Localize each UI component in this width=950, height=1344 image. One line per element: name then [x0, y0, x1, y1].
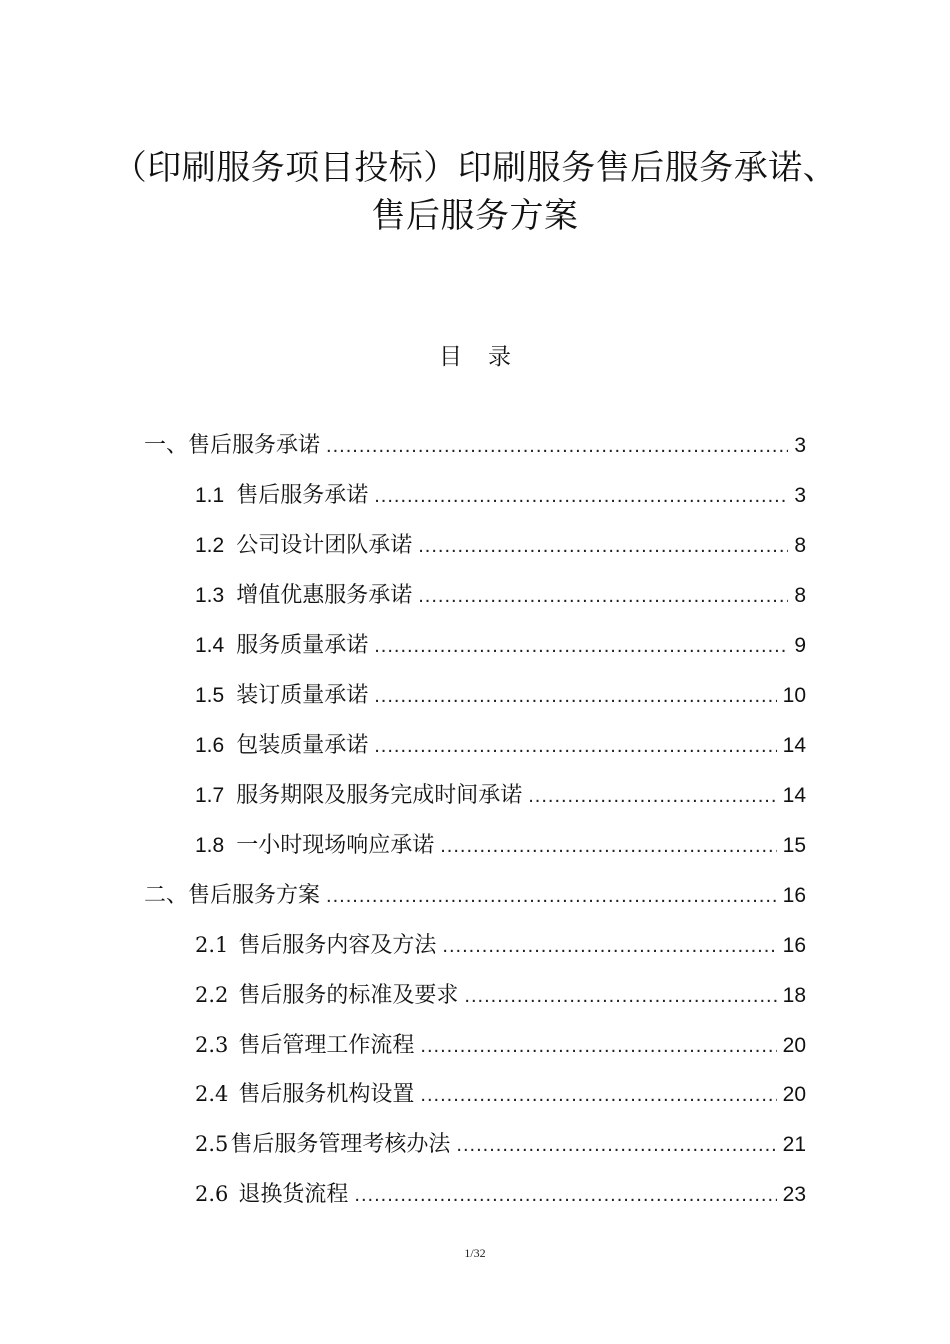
- toc-entry-page: 14: [782, 784, 806, 807]
- toc-entry-number: 1.7: [195, 784, 225, 807]
- toc-entry-1-4[interactable]: [195, 629, 806, 663]
- toc-entry-title: 售后管理工作流程: [238, 1033, 415, 1058]
- toc-entry-1-8[interactable]: [195, 829, 806, 863]
- toc-entry-1-2[interactable]: [195, 529, 806, 563]
- toc-entry-chapter-1[interactable]: [144, 429, 806, 463]
- toc-entry-page: 8: [794, 534, 806, 557]
- toc-leader-dots: [374, 479, 788, 513]
- toc-leader-dots: [374, 629, 788, 663]
- toc-entry-2-6[interactable]: [195, 1177, 806, 1211]
- toc-entry-title: 售后服务的标准及要求: [238, 983, 459, 1008]
- toc-leader-dots: [440, 829, 776, 863]
- toc-entry-title: 包装质量承诺: [236, 733, 369, 758]
- toc-entry-page: 3: [794, 484, 806, 507]
- document-title: （印刷服务项目投标）印刷服务售后服务承诺、售后服务方案: [112, 148, 838, 236]
- toc-entry-title: 售后服务管理考核办法: [230, 1132, 451, 1157]
- toc-entry-number: 2.4: [195, 1082, 229, 1106]
- toc-entry-title: 公司设计团队承诺: [236, 533, 413, 558]
- toc-entry-1-7[interactable]: [195, 779, 806, 813]
- toc-leader-dots: [374, 729, 776, 763]
- toc-leader-dots: [456, 1128, 776, 1162]
- toc-entry-page: 9: [794, 634, 806, 657]
- toc-entry-number: 1.6: [195, 734, 225, 757]
- toc-entry-title: 服务期限及服务完成时间承诺: [236, 783, 523, 808]
- toc-leader-dots: [326, 879, 777, 913]
- toc-entry-1-6[interactable]: [195, 729, 806, 763]
- toc-leader-dots: [374, 679, 776, 713]
- toc-entry-number: 2.1: [195, 933, 229, 957]
- toc-entry-number: 1.5: [195, 684, 225, 707]
- toc-entry-number: 1.2: [195, 534, 225, 557]
- toc-entry-chapter-2[interactable]: [144, 879, 806, 913]
- toc-entry-2-5[interactable]: [195, 1127, 806, 1161]
- toc-leader-dots: [442, 929, 776, 963]
- toc-entry-number: 1.3: [195, 584, 225, 607]
- toc-entry-page: 18: [782, 984, 806, 1007]
- toc-entry-page: 23: [782, 1183, 806, 1206]
- toc-entry-page: 15: [782, 834, 806, 857]
- toc-entry-number: 2.2: [195, 983, 229, 1007]
- toc-entry-2-4[interactable]: [195, 1077, 806, 1111]
- toc-entry-2-2[interactable]: [195, 978, 806, 1012]
- toc-entry-page: 20: [782, 1083, 806, 1106]
- toc-entry-number: 2.3: [195, 1033, 229, 1057]
- toc-leader-dots: [420, 1029, 776, 1063]
- toc-entry-title: 售后服务机构设置: [238, 1082, 415, 1107]
- toc-entry-number: 1.8: [195, 834, 225, 857]
- toc-entry-page: 16: [782, 884, 806, 907]
- toc-entry-1-1[interactable]: [195, 479, 806, 513]
- toc-entry-1-3[interactable]: [195, 579, 806, 613]
- toc-entry-2-1[interactable]: [195, 928, 806, 962]
- toc-entry-number: 1.4: [195, 634, 225, 657]
- toc-entry-page: 8: [794, 584, 806, 607]
- toc-entry-title: 增值优惠服务承诺: [236, 583, 413, 608]
- toc-entry-number: 2.6: [195, 1182, 229, 1206]
- toc-entry-title: 退换货流程: [238, 1182, 349, 1207]
- toc-entry-page: 21: [782, 1133, 806, 1156]
- toc-entry-number: 1.1: [195, 484, 225, 507]
- toc-entry-number: 二、: [144, 883, 189, 908]
- toc-leader-dots: [420, 1078, 776, 1112]
- toc-entry-number: 2.5: [195, 1132, 229, 1156]
- toc-entry-page: 14: [782, 734, 806, 757]
- toc-entry-title: 售后服务内容及方法: [238, 933, 437, 958]
- toc-entry-number: 一、: [144, 433, 189, 458]
- toc-entry-title: 售后服务承诺: [188, 433, 321, 458]
- toc-entry-title: 装订质量承诺: [236, 683, 369, 708]
- toc-leader-dots: [354, 1178, 776, 1212]
- toc-heading: 目录: [439, 344, 537, 370]
- toc-entry-page: 16: [782, 934, 806, 957]
- toc-leader-dots: [464, 979, 776, 1013]
- toc-entry-title: 一小时现场响应承诺: [236, 833, 435, 858]
- toc-leader-dots: [326, 429, 788, 463]
- toc-leader-dots: [528, 779, 776, 813]
- toc-entry-page: 10: [782, 684, 806, 707]
- toc-leader-dots: [418, 579, 788, 613]
- toc-entry-title: 售后服务方案: [188, 883, 321, 908]
- toc-entry-title: 服务质量承诺: [236, 633, 369, 658]
- toc-entry-2-3[interactable]: [195, 1028, 806, 1062]
- toc-entry-page: 20: [782, 1034, 806, 1057]
- page-number-footer: 1/32: [464, 1246, 486, 1260]
- toc-entry-1-5[interactable]: [195, 679, 806, 713]
- toc-entry-page: 3: [794, 434, 806, 457]
- toc-leader-dots: [418, 529, 788, 563]
- toc-entry-title: 售后服务承诺: [236, 483, 369, 508]
